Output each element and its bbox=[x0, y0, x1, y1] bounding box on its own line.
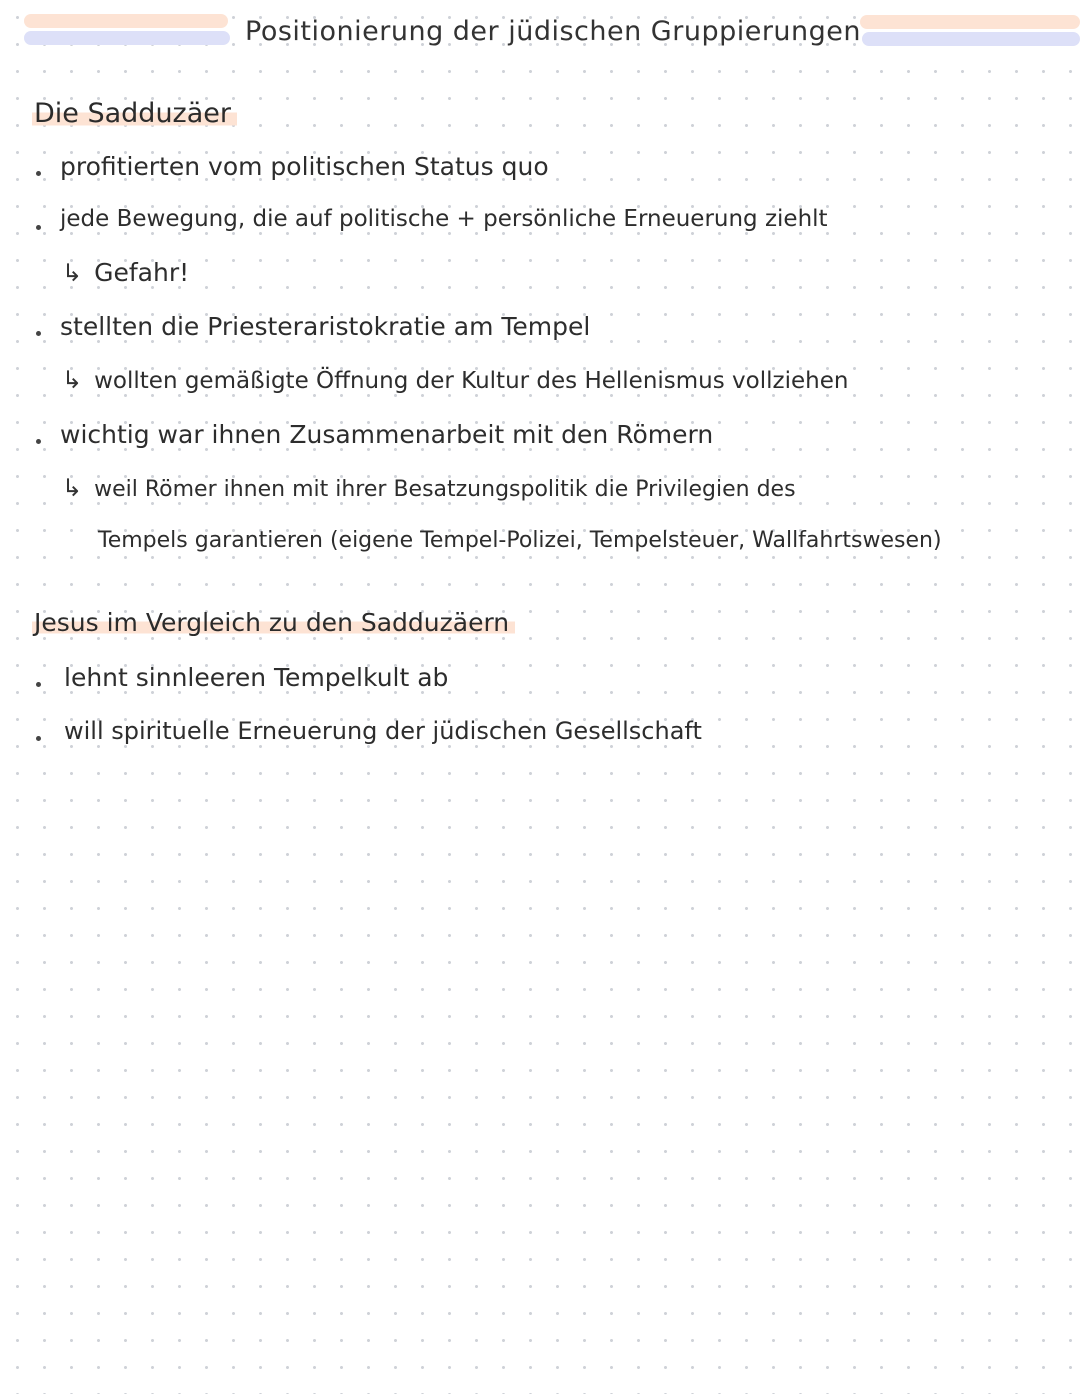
page-title: Positionierung der jüdischen Gruppierungen bbox=[245, 16, 862, 47]
list-item-arrow bbox=[62, 474, 796, 502]
bullet-dot bbox=[36, 439, 41, 444]
section-heading-text: Die Sadduzäer bbox=[32, 98, 237, 129]
bullet-dot bbox=[36, 736, 41, 741]
title-highlight-left-lavender bbox=[24, 31, 230, 45]
bullet-dot bbox=[36, 682, 41, 687]
section-heading-jesus bbox=[32, 608, 515, 637]
list-item: jede Bewegung, die auf politische + persönliche Erneuerung ziehlt bbox=[60, 206, 828, 232]
arrow-icon: ↳ bbox=[62, 474, 83, 502]
section-heading-text: Jesus im Vergleich zu den Sadduzäern bbox=[32, 608, 515, 637]
list-item: will spirituelle Erneuerung der jüdischen Gesellschaft bbox=[64, 717, 702, 745]
section-heading-sadduzaeer bbox=[32, 98, 237, 129]
title-highlight-right-peach bbox=[860, 15, 1080, 29]
bullet-dot bbox=[36, 225, 41, 230]
title-highlight-left-peach bbox=[24, 14, 228, 28]
bullet-dot bbox=[36, 331, 41, 336]
title-highlight-right-lavender bbox=[862, 32, 1080, 46]
list-item-text: weil Römer ihnen mit ihrer Besatzungspolitik die Privilegien des bbox=[94, 477, 796, 502]
list-item: lehnt sinnleeren Tempelkult ab bbox=[64, 663, 449, 692]
list-item-continuation: Tempels garantieren (eigene Tempel-Polizei, Tempelsteuer, Wallfahrtswesen) bbox=[98, 528, 942, 553]
arrow-icon: ↳ bbox=[62, 259, 83, 287]
list-item-arrow bbox=[62, 366, 848, 394]
arrow-icon: ↳ bbox=[62, 366, 83, 394]
list-item-arrow bbox=[62, 258, 189, 287]
bullet-dot bbox=[36, 171, 41, 176]
list-item: profitierten vom politischen Status quo bbox=[60, 152, 549, 181]
list-item-text: Gefahr! bbox=[94, 258, 190, 287]
list-item-text: wollten gemäßigte Öffnung der Kultur des Hellenismus vollziehen bbox=[94, 368, 849, 394]
list-item: wichtig war ihnen Zusammenarbeit mit den Römern bbox=[60, 420, 714, 449]
list-item: stellten die Priesteraristokratie am Tempel bbox=[60, 312, 591, 341]
